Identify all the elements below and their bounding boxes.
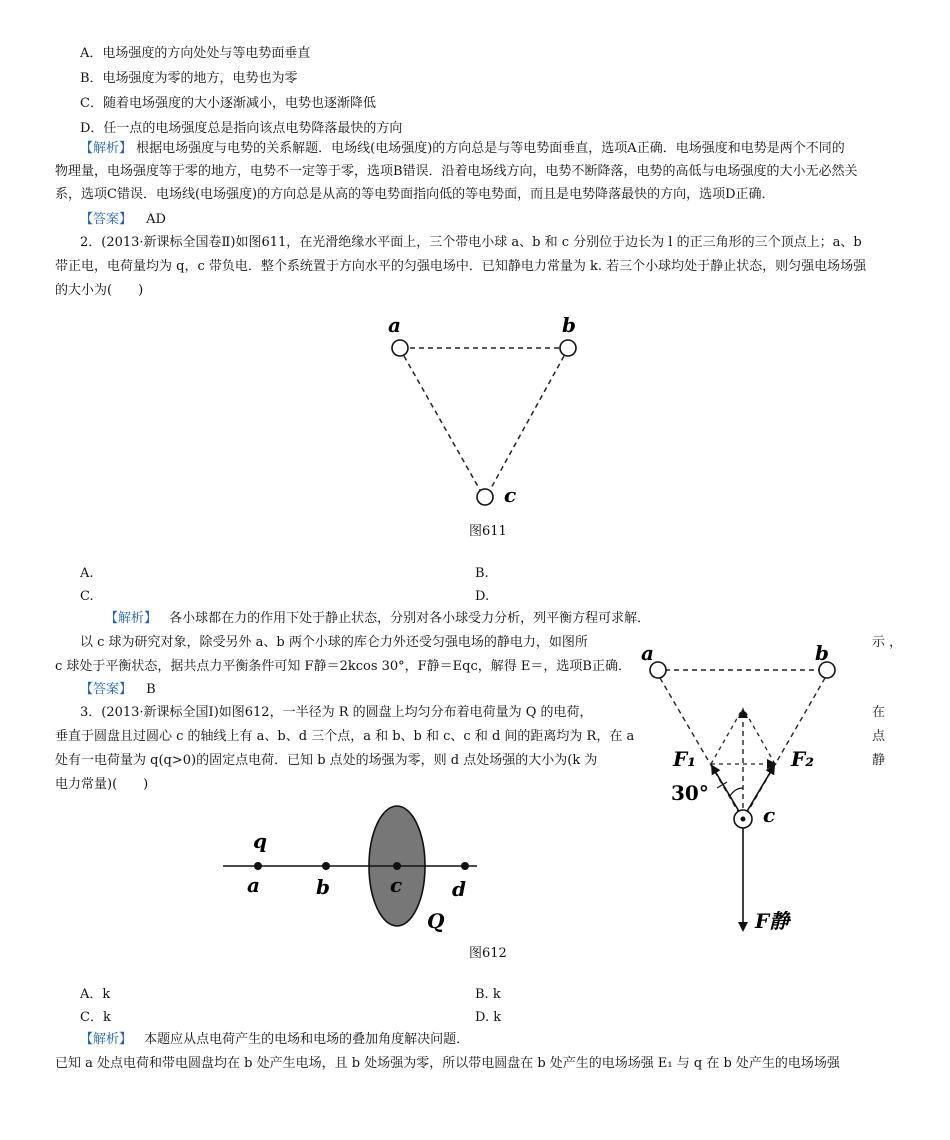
force-fig-label-f2: F₂	[791, 747, 814, 771]
q1-option-b: B．电场强度为零的地方，电势也为零	[80, 71, 298, 86]
q1-option-c: C．随着电场强度的大小逐渐减小，电势也逐渐降低	[80, 96, 376, 111]
q2-stem-line-3: 的大小为( )	[55, 283, 144, 298]
force-diagram	[635, 638, 855, 938]
q2-answer: B	[146, 682, 156, 697]
force-fig-label-f1: F₁	[673, 747, 696, 771]
fig611-label-b: b	[562, 313, 576, 337]
q2-analysis-text-1: 各小球都在力的作用下处于静止状态，分别对各小球受力分析，列平衡方程可求解．	[169, 611, 651, 626]
q3-stem-line-1-end: 在	[872, 705, 886, 720]
q3-stem-line-4: 电力常量)( )	[55, 777, 149, 792]
q2-option-a: A.	[80, 566, 94, 581]
fig612-label-b: b	[316, 875, 330, 899]
q2-analysis-line-2-end: 示 ，	[872, 635, 903, 650]
q3-stem-line-2-end: 点	[872, 729, 886, 744]
force-fig-label-angle: 30°	[671, 781, 709, 805]
point-d	[461, 862, 469, 870]
angle-arc	[730, 788, 743, 796]
q2-option-c: C.	[80, 589, 94, 604]
q3-option-a: A．k	[80, 987, 111, 1002]
q3-stem-line-3: 处有一电荷量为 q(q>0)的固定点电荷．已知 b 点处的场强为零，则 d 点处场强的大小为(k 为	[55, 753, 598, 768]
charge-a-ball	[392, 340, 408, 356]
figure-611-triangle	[380, 310, 590, 515]
q3-analysis-text-1: 本题应从点电荷产生的电场和电场的叠加角度解决问题．	[144, 1032, 470, 1047]
fig612-label-q: q	[253, 829, 267, 853]
fig612-label-a: a	[247, 873, 260, 897]
q2-answer-tag: 【答案】	[80, 682, 133, 697]
q2-analysis-tag: 【解析】	[105, 611, 158, 626]
force-fig-ball-c-dot	[741, 817, 746, 822]
fig612-label-Q: Q	[427, 909, 445, 933]
triangle-side-ac	[404, 356, 480, 490]
q3-option-b: B. k	[475, 987, 501, 1002]
q3-stem-line-3-end: 静	[872, 753, 886, 768]
q3-analysis-line-2: 已知 a 处点电荷和带电圆盘均在 b 处产生电场，且 b 处场强为零，所以带电圆盘在 b 处产生的电场场强 E₁ 与 q 在 b 处产生的电场场强	[55, 1056, 840, 1071]
parallelogram-left	[711, 708, 743, 764]
q1-answer-line	[80, 211, 166, 229]
q2-stem-line-2: 带正电，电荷量均为 q，c 带负电．整个系统置于方向水平的匀强电场中．已知静电力常量为 k. 若三个小球均处于静止状态，则匀强电场场强	[55, 259, 867, 274]
q1-answer-tag: 【答案】	[80, 212, 133, 227]
q2-analysis-line-2: 以 c 球为研究对象，除受另外 a、b 两个小球的库仑力外还受匀强电场的静电力，如图所	[80, 635, 588, 650]
q3-option-d: D. k	[475, 1010, 502, 1025]
point-b	[322, 862, 330, 870]
q1-analysis-line-3: 系，选项C错误．电场线(电场强度)的方向总是从高的等电势面指向低的等电势面，而且是电势降落最快的方向，选项D正确．	[55, 187, 775, 202]
q2-stem-line-1: 2．(2013·新课标全国卷Ⅱ)如图611，在光滑绝缘水平面上，三个带电小球 a、b 和 c 分别位于边长为 l 的正三角形的三个顶点上；a、b	[80, 235, 862, 250]
q2-option-b: B.	[475, 566, 489, 581]
q2-analysis-line-1	[105, 610, 650, 628]
fig611-label-a: a	[388, 313, 401, 337]
point-c	[393, 862, 401, 870]
q3-option-c: C．k	[80, 1010, 111, 1025]
fig612-label-d: d	[452, 877, 466, 901]
fig612-label-c: c	[390, 873, 403, 897]
q3-analysis-tag: 【解析】	[80, 1032, 133, 1047]
q2-analysis-line-3: c 球处于平衡状态，据共点力平衡条件可知 F静＝2kcos 30°，F静＝Eqc，解得 E＝，选项B正确．	[55, 659, 631, 674]
q3-analysis-line-1	[80, 1031, 469, 1049]
figure-611-caption: 图611	[469, 524, 507, 539]
force-fig-label-c: c	[763, 803, 776, 827]
q1-option-a: A．电场强度的方向处处与等电势面垂直	[80, 46, 311, 61]
q3-stem-line-2: 垂直于圆盘且过圆心 c 的轴线上有 a、b、d 三个点，a 和 b、b 和 c、c 和 d 间的距离均为 R，在 a	[55, 729, 635, 744]
parallelogram-right	[743, 708, 775, 764]
q1-analysis-text-1: 根据电场强度与电势的关系解题．电场线(电场强度)的方向总是与等电势面垂直，选项A正确．电场强度和电势是两个不同的	[136, 141, 845, 156]
point-a	[254, 862, 262, 870]
q1-analysis-line-2: 物理量，电场强度等于零的地方，电势不一定等于零，选项B错误．沿着电场线方向，电势不断降落，电势的高低与电场强度的大小无必然关	[55, 164, 858, 179]
charge-c-ball	[477, 489, 493, 505]
triangle-side-bc	[490, 356, 564, 490]
force-fig-label-f-static: F静	[755, 909, 790, 933]
q2-answer-line	[80, 681, 156, 699]
force-fig-label-a: a	[641, 641, 654, 665]
force-f1-arrow	[712, 766, 743, 818]
charge-b-ball	[560, 340, 576, 356]
q3-stem-line-1: 3．(2013·新课标全国Ⅰ)如图612，一半径为 R 的圆盘上均匀分布着电荷量为 Q 的电荷，	[80, 705, 593, 720]
q2-option-d: D.	[475, 589, 490, 604]
force-fig-label-b: b	[815, 641, 829, 665]
figure-612-disk	[215, 800, 495, 940]
figure-612-caption: 图612	[469, 946, 507, 961]
q1-answer: AD	[146, 212, 166, 227]
q1-analysis-line-1	[80, 140, 845, 158]
q1-analysis-tag: 【解析】	[80, 141, 133, 156]
q1-option-d: D．任一点的电场强度总是指向该点电势降落最快的方向	[80, 121, 403, 136]
fig611-label-c: c	[504, 483, 517, 507]
